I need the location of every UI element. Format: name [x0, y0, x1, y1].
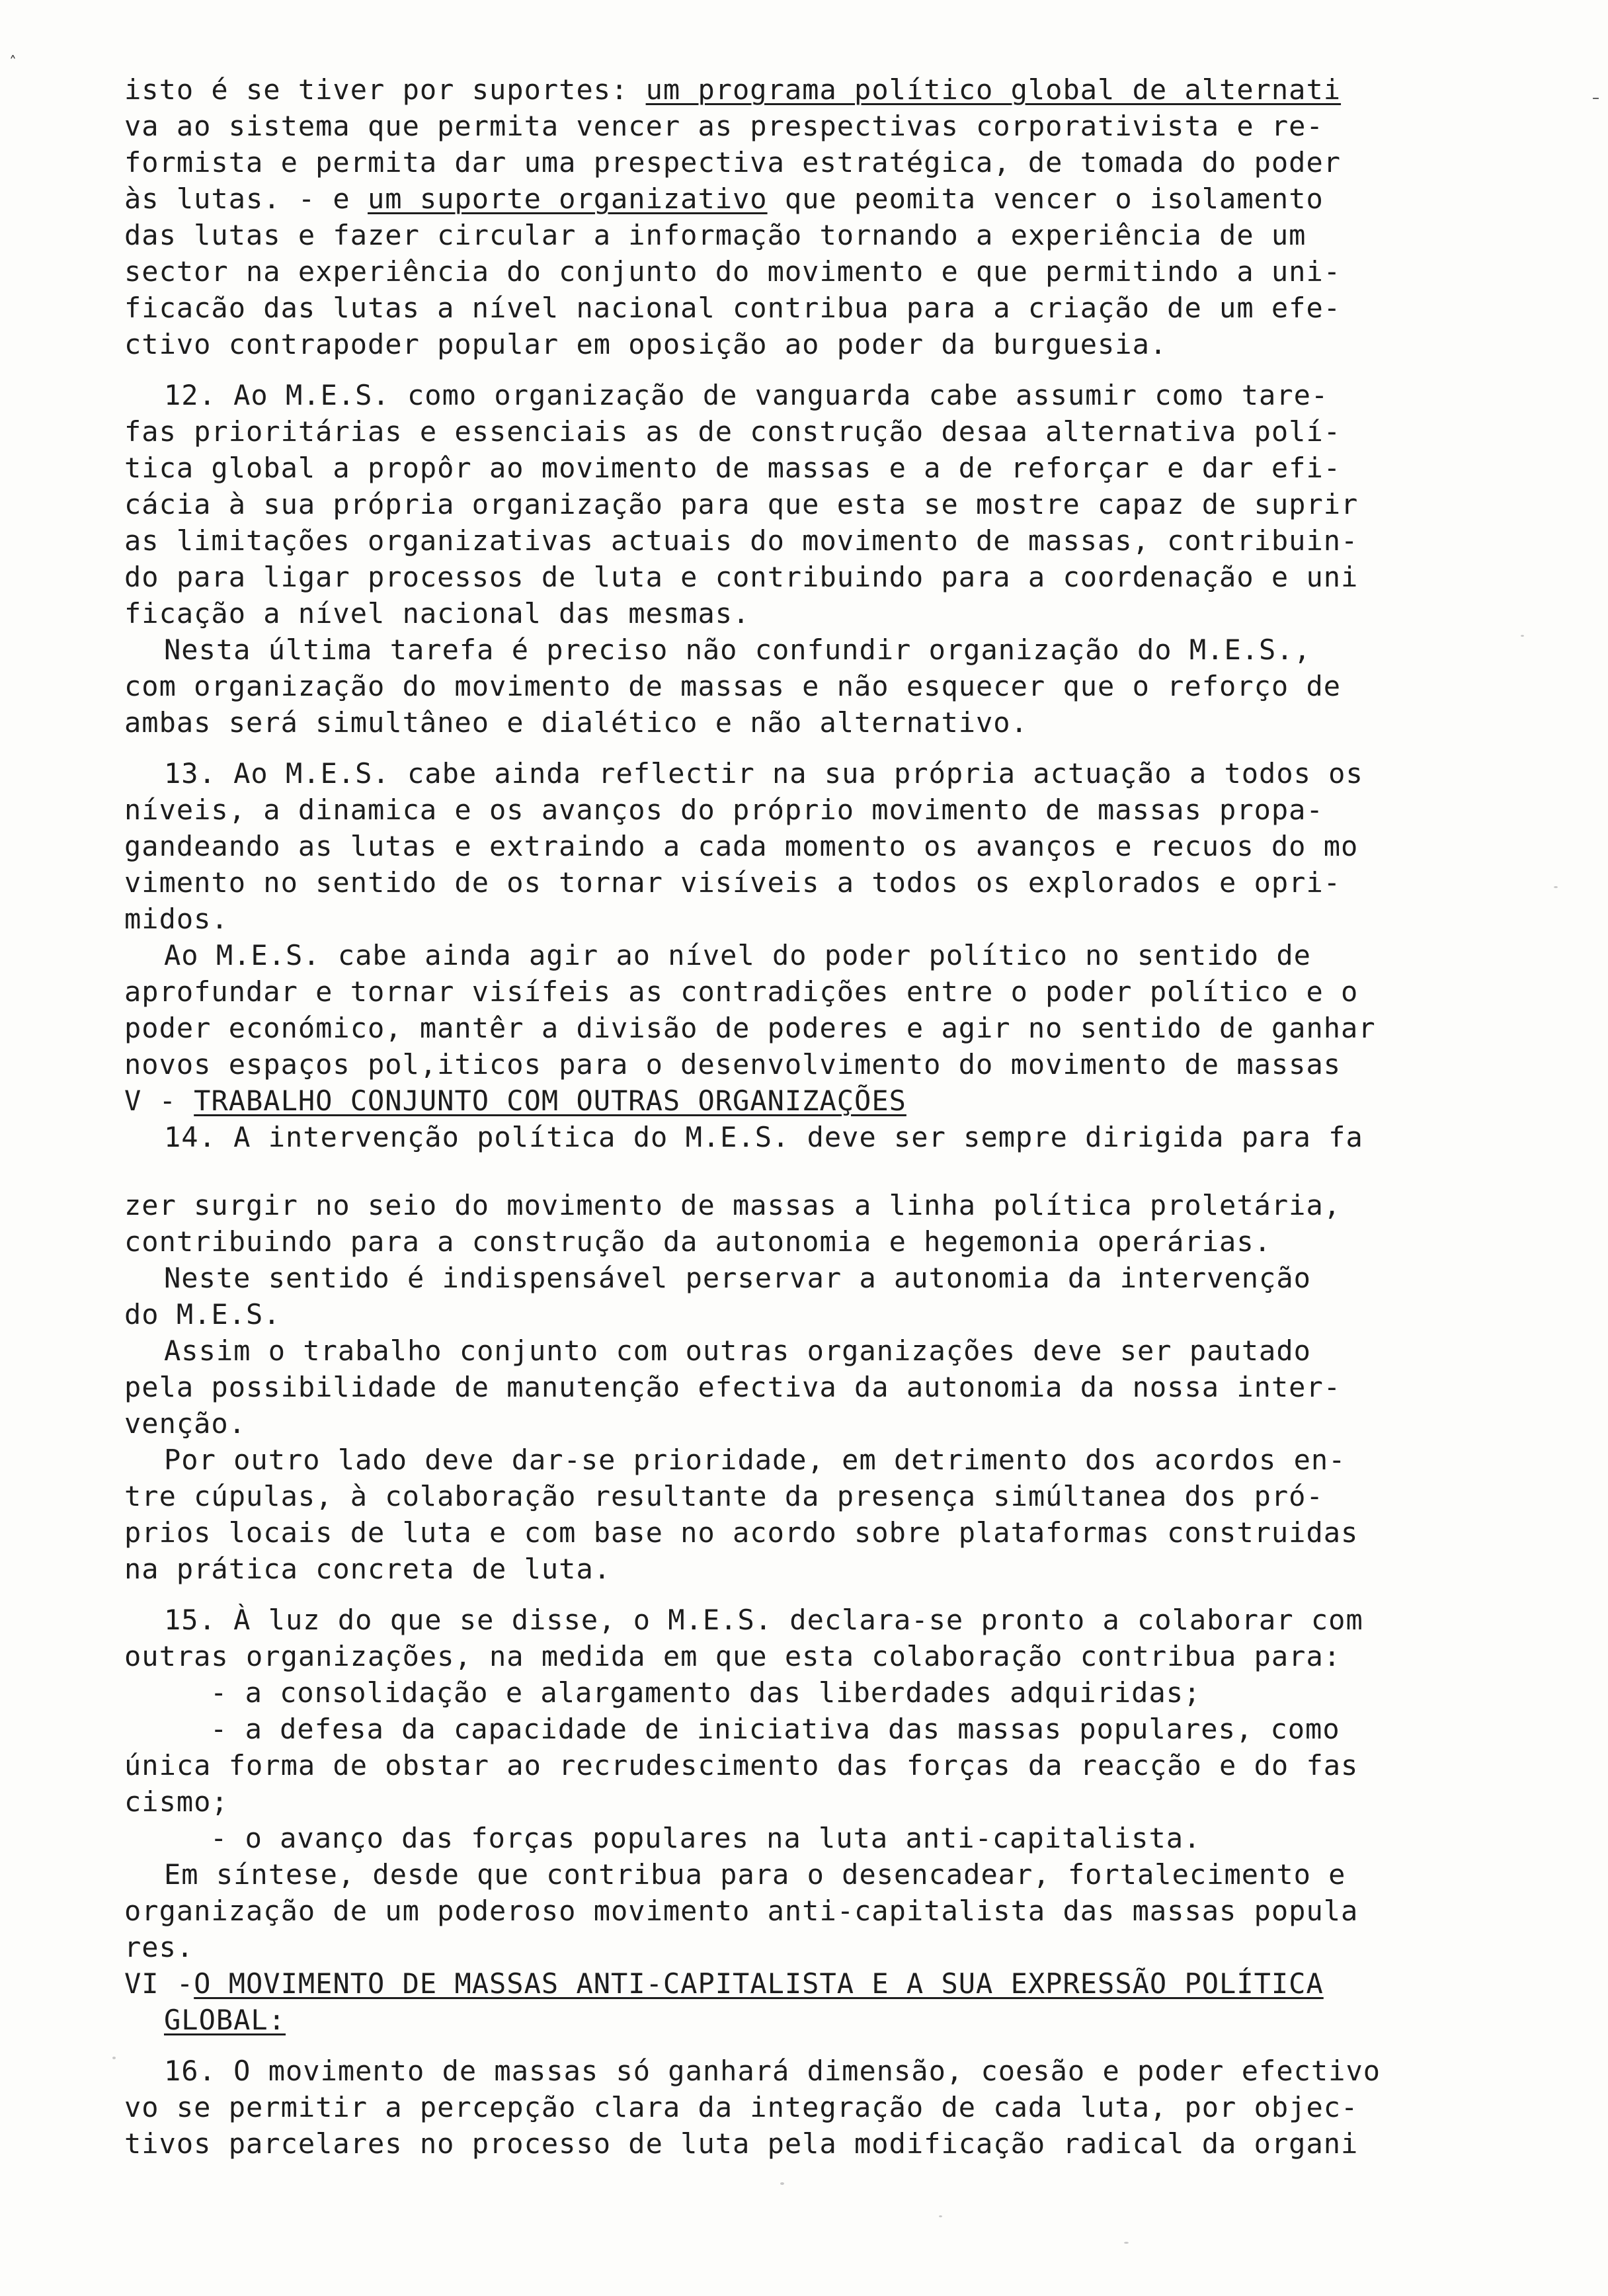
text-line: às lutas. - e um suporte organizativo que peomita vencer o isolamento	[124, 183, 1324, 215]
paragraph-13	[124, 755, 1559, 1083]
text-line: do para ligar processos de luta e contribuindo para a coordenação e uni	[124, 561, 1359, 593]
list-item: - a consolidação e alargamento das liberdades adquiridas;	[210, 1676, 1201, 1709]
text-line: isto é se tiver por suportes: um programa político global de alternati	[124, 73, 1342, 106]
text-line: tica global a propôr ao movimento de massas e a de reforçar e dar efi-	[124, 452, 1342, 484]
scan-speck	[1521, 635, 1524, 637]
document-body	[124, 71, 1559, 2162]
text-line: as limitações organizativas actuais do movimento de massas, contribuin-	[124, 524, 1359, 557]
text-line: venção.	[124, 1407, 247, 1440]
section-title-vi: O MOVIMENTO DE MASSAS ANTI-CAPITALISTA E A SUA EXPRESSÃO POLÍTICA	[194, 1967, 1324, 2000]
underlined-phrase-programa: um programa político global de alternati	[645, 73, 1342, 106]
margin-dash-right: –	[1592, 90, 1599, 106]
paragraph-12	[124, 377, 1559, 741]
text-line: ambas será simultâneo e dialético e não alternativo.	[124, 706, 1028, 739]
text-line: ctivo contrapoder popular em oposição ao poder da burguesia.	[124, 328, 1168, 360]
scan-speck	[112, 2057, 116, 2059]
scan-speck	[1124, 2242, 1129, 2244]
text-line: contribuindo para a construção da autonomia e hegemonia operárias.	[124, 1225, 1271, 1258]
text-line: fas prioritárias e essenciais as de construção desaa alternativa polí-	[124, 415, 1342, 448]
text-line: das lutas e fazer circular a informação tornando a experiência de um	[124, 219, 1306, 251]
paragraph-gap	[124, 741, 1559, 755]
text-line: zer surgir no seio do movimento de massas a linha política proletária,	[124, 1189, 1342, 1221]
paragraph-11	[124, 71, 1559, 362]
text-line: va ao sistema que permita vencer as prespectivas corporativista e re-	[124, 110, 1324, 142]
text-line: com organização do movimento de massas e não esquecer que o reforço de	[124, 670, 1342, 702]
corner-mark: ˄	[9, 54, 17, 71]
text-line: Por outro lado deve dar-se prioridade, em detrimento dos acordos en-	[164, 1444, 1346, 1476]
paragraph-15	[124, 1602, 1559, 1965]
section-heading-vi: VI -O MOVIMENTO DE MASSAS ANTI-CAPITALISTA E A SUA EXPRESSÃO POLÍTICA	[124, 1967, 1324, 2000]
list-item: - o avanço das forças populares na luta anti-capitalista.	[210, 1822, 1201, 1854]
text-line: Neste sentido é indispensável perservar a autonomia da intervenção	[164, 1262, 1311, 1294]
text-line: ficação a nível nacional das mesmas.	[124, 597, 750, 630]
text-line: Assim o trabalho conjunto com outras organizações deve ser pautado	[164, 1334, 1311, 1367]
section-title-vi-2: GLOBAL:	[164, 2004, 286, 2036]
text-line: 14. A intervenção política do M.E.S. deve ser sempre dirigida para fa	[164, 1121, 1363, 1153]
text-line: cismo;	[124, 1785, 229, 1818]
text-line: midos.	[124, 903, 229, 935]
text-line: aprofundar e tornar visífeis as contradições entre o poder político e o	[124, 975, 1359, 1008]
paragraph-gap	[124, 362, 1559, 377]
text-line: Ao M.E.S. cabe ainda agir ao nível do poder político no sentido de	[164, 939, 1311, 971]
scan-speck	[780, 2182, 784, 2185]
text-line: tivos parcelares no processo de luta pela modificação radical da organi	[124, 2127, 1359, 2160]
paragraph-gap	[124, 2038, 1559, 2053]
section-heading-vi-cont	[124, 2002, 1559, 2038]
text-line: res.	[124, 1931, 194, 1963]
text-line: cácia à sua própria organização para que esta se mostre capaz de suprir	[124, 488, 1359, 520]
scan-speck	[939, 2215, 942, 2217]
text-line: 13. Ao M.E.S. cabe ainda reflectir na sua própria actuação a todos os	[164, 757, 1363, 790]
text-line: vo se permitir a percepção clara da integração de cada luta, por objec-	[124, 2091, 1359, 2123]
text-line: formista e permita dar uma prespectiva estratégica, de tomada do poder	[124, 146, 1342, 179]
text-line: do M.E.S.	[124, 1298, 281, 1331]
text-line: novos espaços pol,iticos para o desenvolvimento do movimento de massas	[124, 1048, 1342, 1081]
text-line: organização de um poderoso movimento anti-capitalista das massas popula	[124, 1895, 1359, 1927]
underlined-phrase-suporte: um suporte organizativo	[368, 183, 768, 215]
text-line: Nesta última tarefa é preciso não confundir organização do M.E.S.,	[164, 634, 1311, 666]
text-line: 15. À luz do que se disse, o M.E.S. declara-se pronto a colaborar com	[164, 1604, 1363, 1636]
text-line: 12. Ao M.E.S. como organização de vanguarda cabe assumir como tare-	[164, 379, 1329, 411]
paragraph-gap	[124, 1587, 1559, 1602]
text-line: prios locais de luta e com base no acordo sobre plataformas construidas	[124, 1516, 1359, 1549]
text-line: vimento no sentido de os tornar visíveis a todos os explorados e opri-	[124, 866, 1342, 899]
text-line: pela possibilidade de manutenção efectiva da autonomia da nossa inter-	[124, 1371, 1342, 1403]
text-line: outras organizações, na medida em que esta colaboração contribua para:	[124, 1640, 1342, 1672]
paragraph-14	[124, 1119, 1559, 1587]
section-heading-v: V - TRABALHO CONJUNTO COM OUTRAS ORGANIZAÇÕES	[124, 1085, 906, 1117]
paragraph-16	[124, 2053, 1559, 2162]
text-line: níveis, a dinamica e os avanços do próprio movimento de massas propa-	[124, 794, 1324, 826]
text-line: tre cúpulas, à colaboração resultante da presença simúltanea dos pró-	[124, 1480, 1324, 1512]
text-line: ficacão das lutas a nível nacional contribua para a criação de um efe-	[124, 292, 1342, 324]
paragraph-gap	[124, 1155, 1559, 1187]
text-line: única forma de obstar ao recrudescimento das forças da reacção e do fas	[124, 1749, 1359, 1782]
text-line: poder económico, mantêr a divisão de poderes e agir no sentido de ganhar	[124, 1012, 1376, 1044]
text-line: na prática concreta de luta.	[124, 1553, 612, 1585]
list-item: - a defesa da capacidade de iniciativa das massas populares, como	[210, 1713, 1340, 1745]
text-line: Em síntese, desde que contribua para o desencadear, fortalecimento e	[164, 1858, 1346, 1891]
text-line: sector na experiência do conjunto do movimento e que permitindo a uni-	[124, 255, 1342, 288]
text-line: gandeando as lutas e extraindo a cada momento os avanços e recuos do mo	[124, 830, 1359, 862]
scan-speck	[1554, 886, 1558, 888]
section-title-v: TRABALHO CONJUNTO COM OUTRAS ORGANIZAÇÕES	[194, 1085, 906, 1117]
text-line: 16. O movimento de massas só ganhará dimensão, coesão e poder efectivo	[164, 2055, 1381, 2087]
